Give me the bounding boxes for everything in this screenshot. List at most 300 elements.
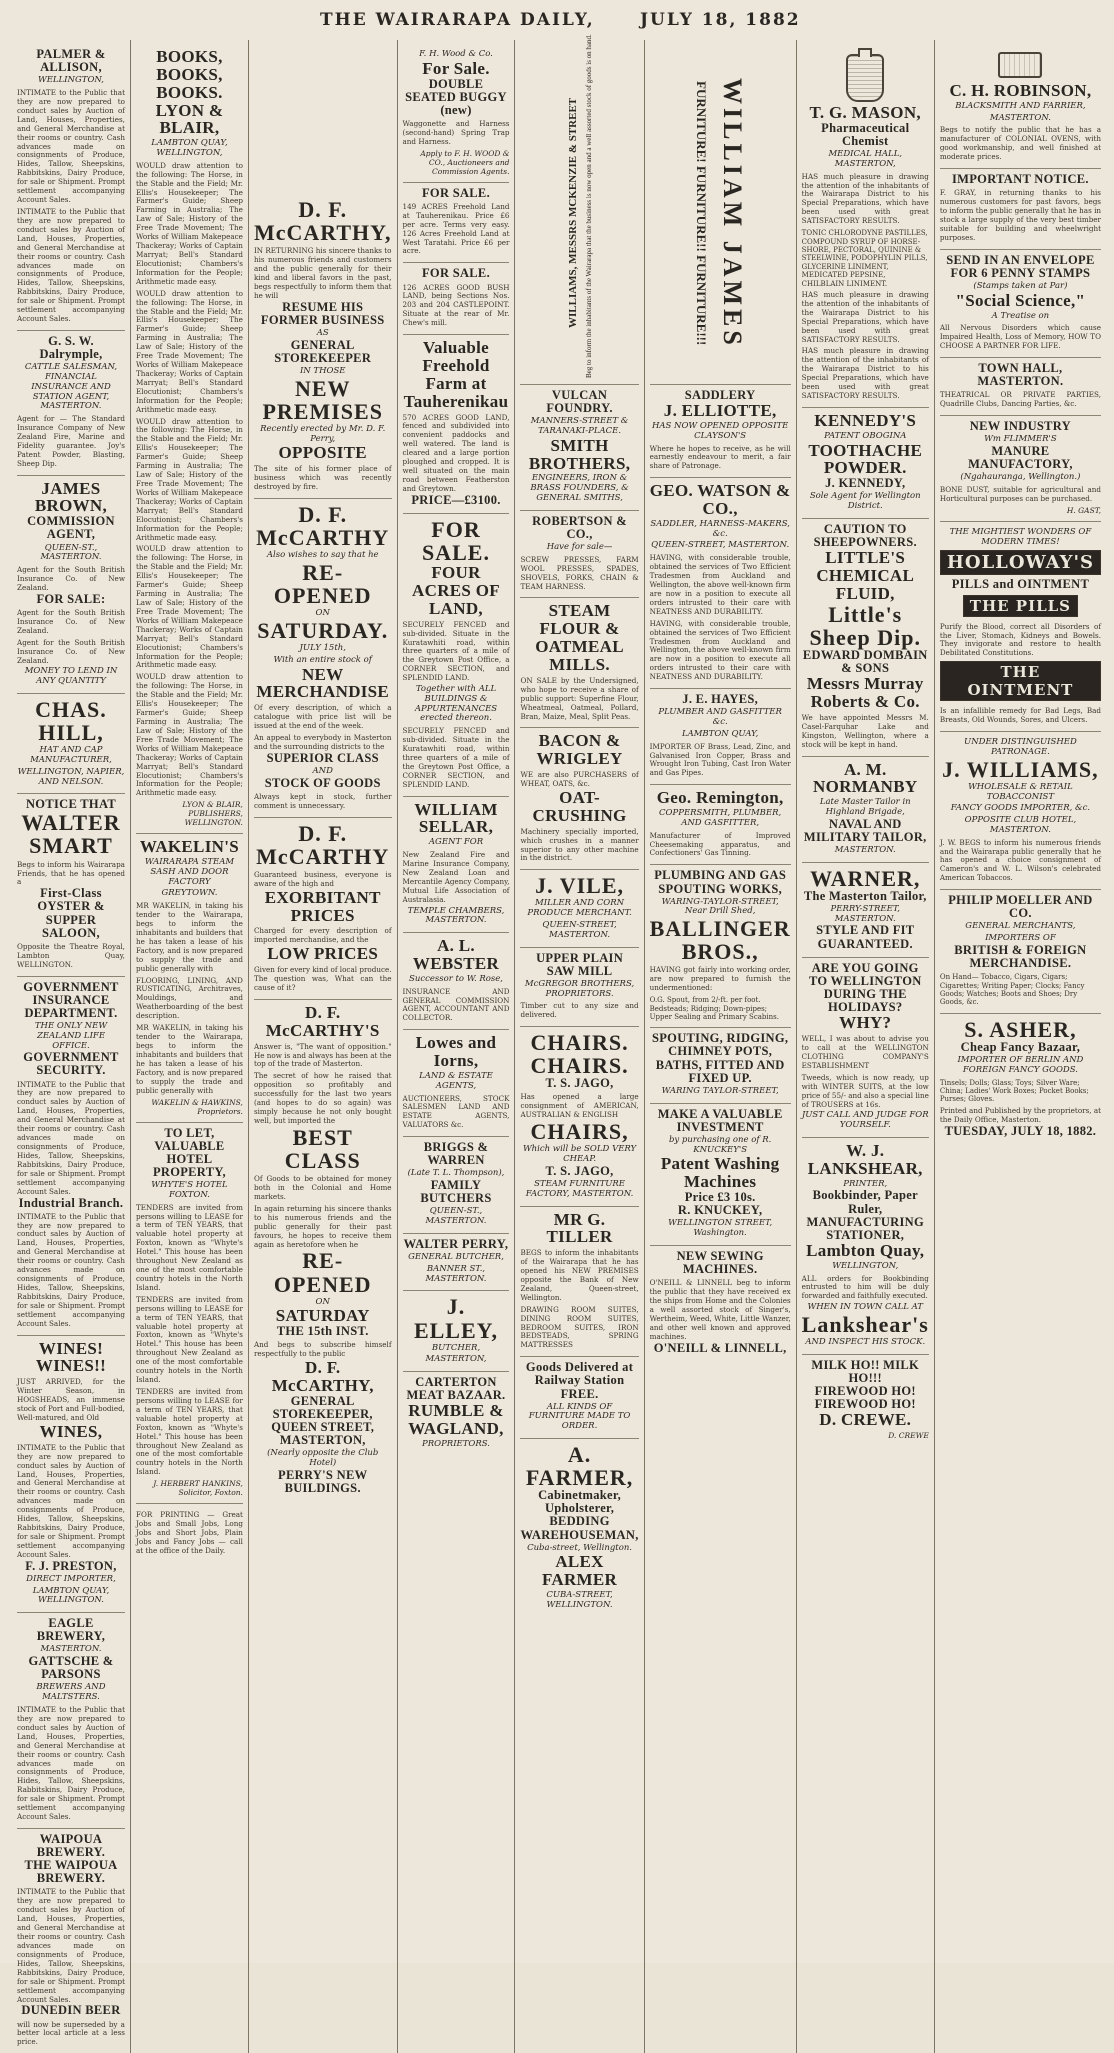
ad-subheading: PATENT OBOGINA (824, 430, 907, 441)
ad-sign-2: D. CREWE (888, 1431, 929, 1441)
ad-heading: J. E. HAYES, (682, 692, 759, 707)
ad-subheading: (Late T. L. Thompson), (407, 1168, 505, 1179)
jug-icon (846, 54, 884, 102)
ad-heading: STEAM FLOUR & OATMEAL MILLS. (535, 601, 624, 674)
ad-item: LITTLE'S (825, 548, 906, 568)
ad-subheading: COMMISSION AGENT, (27, 514, 115, 542)
ad-goods-delivered (520, 1357, 638, 1439)
ad-sign: ALEX FARMER (541, 1552, 618, 1590)
ad-heading: D. F. McCARTHY'S (265, 1002, 380, 1040)
ad-subheading: WELLINGTON, (37, 75, 105, 86)
ad-tiller (520, 1207, 638, 1358)
ad-body: SCREW PRESSES, FARM WOOL PRESSES, SPADES, SHOVELS, FORKS, CHAIN & TEAM HARNESS. (520, 554, 639, 591)
ad-place: LAMBTON QUAY, WELLINGTON, (151, 138, 228, 158)
ad-heading: J. VILE, (535, 873, 624, 899)
ad-heading: S. ASHER, (964, 1016, 1077, 1042)
ad-subheading: (Stamps taken at Par) (973, 280, 1068, 291)
ad-item: FIREWOOD HO! FIREWOOD HO! (814, 1384, 916, 1412)
ad-place: MEDICAL HALL, MASTERTON, (828, 149, 903, 169)
ad-heading: JAMES BROWN, (34, 478, 108, 516)
ad-town: MASTERTON, (279, 1433, 366, 1448)
ad-heading: D. F. McCARTHY (256, 820, 390, 869)
ad-heading: WAKELIN'S (139, 837, 239, 857)
ad-preston: F. J. PRESTON, (25, 1558, 117, 1573)
ad-subheading: Have for sale— (546, 542, 613, 553)
ad-vile (520, 870, 638, 947)
ad-place: Lambton Quay, (806, 1240, 925, 1260)
ad-subheading: PLUMBER AND GASFITTER &c. (658, 707, 782, 728)
ad-body: HAVING, with considerable trouble, obtained the services of Two Efficient Tradesmen from Auckland and Wellington, the above well-known firm are now in a position to execute all orders intrusted to their care with NEATNESS AND DURABILITY. (649, 553, 791, 616)
ad-line: GOVERNMENT SECURITY. (23, 1050, 119, 1078)
ad-body: Begs to inform his Wairarapa Friends, that he has opened a (17, 859, 125, 887)
ad-subheading: WINES, (39, 1421, 103, 1441)
ad-asher (940, 1014, 1101, 1144)
ad-body: 570 ACRES GOOD LAND, fenced and subdivided into convenient paddocks and well watered. The land is cleared and a large portion ploughed and cropped. It is well situated on the main road between Featherston and Greytown. (402, 412, 510, 493)
ad-line: With an entire stock of (273, 654, 372, 665)
ad-wines (17, 1336, 125, 1614)
ad-date: THE 15th INST. (276, 1324, 369, 1339)
ad-mason (802, 44, 929, 408)
ad-crewe (802, 1355, 929, 1446)
ad-when: WHEN IN TOWN CALL AT (807, 1302, 923, 1313)
ad-firm: RUMBLE & WAGLAND, (408, 1401, 504, 1439)
ad-place: PERRY-STREET, MASTERTON. (830, 903, 900, 924)
ad-item: DOUBLE SEATED BUGGY (new) (405, 76, 507, 117)
ad-best: BEST CLASS (284, 1124, 361, 1174)
ad-sale-heading: FOR SALE: (36, 591, 106, 606)
ad-list: Tinsels; Dolls; Glass; Toys; Silver Ware; China; Ladies' Work Boxes; Pocket Books; Purses; Gloves. (939, 1078, 1089, 1104)
ad-body: FOR PRINTING — Great Jobs and Small Jobs, Long Jobs and Short Jobs, Plain Jobs and Fancy Jobs — call at the office of the Daily. (135, 1510, 243, 1555)
ad-body: INTIMATE to the Public that they are now prepared to conduct sales by Auction of Land, Houses, Properties, and General Merchandise at their rooms or country. Cash advances made on consignments of Produce, Hides, Tallow, Sheepskins, Rabbitskins, Dairy Produce, for sale or Shipment. Prompt settlement accompanying Account Sales. (17, 88, 125, 205)
ad-vulcan-foundry (520, 385, 638, 511)
ad-gattsche: GATTSCHE & PARSONS (28, 1654, 114, 1682)
ad-factory: STEAM FURNITURE FACTORY, MASTERTON. (525, 1178, 634, 1199)
ad-hayes (650, 689, 791, 785)
ad-normanby (802, 757, 929, 863)
ad-line: GENERAL STOREKEEPER (274, 337, 372, 365)
ad-place: QUEEN-STREET, MASTERTON. (651, 540, 790, 551)
ad-heading: BOOKS, BOOKS, BOOKS. (156, 47, 223, 102)
ad-body: HAS much pleasure in drawing the attention of the inhabitants of the Wairarapa District to his Special Preparations, which have been used with great SATISFACTORY RESULTS. (801, 289, 929, 344)
ad-sheep-dip (802, 519, 929, 757)
ad-heading: WILLIAM SELLAR, (414, 799, 498, 837)
column-5 (514, 34, 643, 2053)
ad-subheading: Late Master Tailor in Highland Brigade, (819, 797, 911, 817)
ad-street: QUEEN STREET, (271, 1420, 375, 1435)
ad-subheading: VALUABLE HOTEL PROPERTY, (152, 1138, 226, 1179)
ad-heading-2: CHAIRS. (530, 1053, 629, 1079)
ad-subheading: Successor to W. Rose, (409, 973, 503, 984)
ad-kennedy (802, 408, 929, 519)
ad-saloon: First-Class OYSTER & SUPPER SALOON, (37, 886, 105, 940)
ad-wood-land (403, 183, 510, 264)
ad-elley (403, 1291, 510, 1372)
ad-subheading-3: BRITISH & FOREIGN MERCHANDISE. (954, 942, 1087, 971)
ad-body: AUCTIONEERS, STOCK SALESMEN LAND AND ESTATE AGENTS, VALUATORS &c. (402, 1093, 510, 1130)
ad-heading: For Sale. (422, 58, 490, 78)
ad-body: ON SALE by the Undersigned, who hope to receive a share of public support: Superfine Flour, Wheatmeal, Oatmeal, Pollard, Bran, Maize, Meal, Split Peas. (520, 675, 639, 721)
ad-saw-mill (520, 948, 638, 1028)
ad-subheading: FOUR ACRES OF LAND, (412, 563, 500, 618)
ad-body: BONE DUST, suitable for agricultural and Horticultural purposes can be purchased. (939, 485, 1101, 504)
ad-wood-buggy (403, 44, 510, 183)
ad-body: INTIMATE to the Public that they are now prepared to conduct sales by Auction of Land, Houses, Properties, and General Merchandise at their rooms or country. Cash advances made on consignments of Produce, Hides, Tallow, Sheepskins, Rabbitskins, Dairy Produce, for sale or Shipment. Prompt settlement accompanying Account Sales. (17, 1887, 125, 2004)
ad-body: HAVING got fairly into working order, are now prepared to furnish the undermentioned: (649, 965, 791, 993)
ad-body: Always kept in stock, further comment is unnecessary. (253, 791, 392, 810)
ad-heading: Valuable Freehold Farm at Tauherenikau (403, 338, 509, 411)
ad-place: WELLINGTON, NAPIER, AND NELSON. (17, 766, 125, 787)
ad-heading: KENNEDY'S (814, 410, 917, 430)
ad-body: Waggonette and Harness (second-hand) Spring Trap and Harness. (402, 118, 510, 146)
ad-sign: H. GAST, (1066, 505, 1101, 515)
ad-place: QUEEN-ST., MASTERTON. (425, 1206, 487, 1227)
ad-subheading: MILLER AND CORN PRODUCE MERCHANT. (527, 898, 632, 919)
ad-title: HOLLOWAY'S (940, 550, 1101, 575)
ad-role: FAMILY BUTCHERS (420, 1178, 492, 1206)
column-grid (12, 34, 1106, 2047)
ad-mccarthy-reopened (254, 499, 392, 818)
ad-subheading: PRINTER, (843, 1178, 888, 1189)
pills-banner: THE PILLS (963, 595, 1078, 617)
ad-heading: J. ELLEY, (413, 1294, 499, 1343)
ad-body: ALL orders for Bookbinding entrusted to him will be duly forwarded and faithfully executed. (801, 1273, 929, 1301)
ad-subheading: PILLS and OINTMENT (951, 577, 1090, 592)
ad-heading: Geo. Remington, (656, 788, 784, 808)
ad-subheading-2: FANCY GOODS IMPORTER, &c. (950, 803, 1091, 814)
ad-body: Has opened a large consignment of AMERICAN, AUSTRALIAN & ENGLISH (520, 1092, 639, 1120)
ad-body: INTIMATE to the Public that they are now prepared to conduct sales by Auction of Land, Houses, Properties, and General Merchandise at their rooms or country. Cash advances made on consignments of Produce, Hides, Tallow, Sheepskins, Rabbitskins, Dairy Produce, for sale or Shipment. Prompt settlement accompanying Account Sales. (17, 1442, 125, 1559)
ad-waipoua-brewery (17, 1829, 125, 2053)
ad-subheading: WHOLESALE & RETAIL TOBACCONIST (968, 781, 1073, 802)
ad-heading: THE MIGHTIEST WONDERS OF MODERN TIMES! (949, 526, 1092, 547)
ad-plumbing (650, 865, 791, 1028)
ad-body: INSURANCE AND GENERAL COMMISSION AGENT, ACCOUNTANT AND COLLECTOR. (402, 986, 510, 1023)
ad-subheading: HAT AND CAP MANUFACTURER, (30, 745, 112, 765)
ad-subheading: SPOUTING WORKS, (658, 881, 783, 896)
ad-body: WOULD draw attention to the following: The Horse, in the Stable and the Field; Mr. Ellis's Housekeeper; The Farmer's Guide; Sheep Farming in Australia; The Law of Sale; History of the Free Trade Movement; The Works of William Makepeace Thackeray; Works of Captain Marryat; Bell's Standard Elocutionist; Chambers's Information for the People; Arithmetic made easy. (135, 544, 243, 670)
column-4 (397, 40, 515, 2053)
ad-eagle-brewery (17, 1613, 125, 1829)
ad-body: The site of his former place of business which was recently destroyed by fire. (253, 464, 392, 492)
ad-body: INTIMATE to the Public that they are now prepared to conduct sales by Auction of Land, Houses, Properties, and General Merchandise at their rooms or country. Cash advances made on consignments of Produce, Hides, Tallow, Sheepskins, Rabbitskins, Dairy Produce, for sale or Shipment. Prompt settlement accompanying Account Sales. (17, 207, 125, 324)
ad-body: WE are also PURCHASERS of WHEAT, OATS, &c. (520, 770, 639, 789)
ad-subheading: WAIRARAPA STEAM SASH AND DOOR FACTORY (144, 857, 235, 887)
ad-subheading: THE ONLY NEW ZEALAND LIFE OFFICE. (34, 1020, 108, 1051)
ad-government-insurance (17, 977, 125, 1336)
ad-place: LAMBTON QUAY, (681, 728, 759, 739)
vertical-william-james: WILLIAM JAMES (718, 77, 748, 349)
ad-heading: TOWN HALL, MASTERTON. (977, 361, 1064, 389)
ad-body: Machinery specially imported, which crushes in a manner superior to any other machine in the district. (520, 826, 639, 863)
ad-name: J. ELLIOTTE, (663, 401, 777, 421)
vertical-firm: WILLIAMS, MESSRS MCKENZIE & STREET (566, 97, 579, 329)
ad-mccarthy-answer (254, 1000, 392, 1501)
ad-subheading-2: IMPORTER OF BERLIN AND FOREIGN FANCY GOODS. (957, 1055, 1084, 1075)
ad-dalrymple (17, 331, 125, 476)
ad-body: Manufacturer of Improved Cheesemaking apparatus, and Confectioners' Gas Tinning. (649, 830, 791, 858)
ad-signature: J. HERBERT HANKINS, Solicitor, Foxton. (153, 1479, 243, 1498)
ad-heading: TO LET, (164, 1125, 215, 1140)
ad-heading: PHILIP MOELLER AND CO. (948, 893, 1093, 921)
column-7 (796, 40, 934, 2053)
ad-body: 149 ACRES Freehold Land at Tauherenikau. Price £6 per acre. Terms very easy. 126 Acres Freehold Land at West Taratahi. Price £6 per acre. (402, 201, 510, 256)
ad-line: AS (316, 327, 329, 338)
ad-body: Begs to notify the public that he has a manufacturer of COLONIAL OVENS, with good workmanship, and well finished at moderate prices. (939, 125, 1101, 162)
ad-body: IN RETURNING his sincere thanks to his numerous friends and customers and the public generally for their kind and liberal favors in the past, begs respectfully to inform them that he will (253, 246, 392, 300)
ad-heading: SEND IN AN ENVELOPE FOR 6 PENNY STAMPS (946, 252, 1095, 280)
ad-place: QUEEN-ST., MASTERTON. (40, 542, 102, 563)
ad-body: HAS much pleasure in drawing the attention of the inhabitants of the Wairarapa District to his Special Preparations, which have been used with great SATISFACTORY RESULTS. (801, 171, 929, 226)
ad-item-3: Little's Sheep Dip. (809, 601, 921, 650)
ad-preston-place: LAMBTON QUAY, WELLINGTON. (32, 1585, 110, 1606)
ad-heading: GOVERNMENT INSURANCE DEPARTMENT. (23, 979, 119, 1020)
vertical-furniture: FURNITURE! FURNITURE!! FURNITURE!!! (694, 80, 710, 346)
ad-printing (136, 1504, 243, 1562)
ad-body: ALL KINDS OF FURNITURE MADE TO ORDER. (528, 1401, 631, 1432)
ad-briggs (403, 1137, 510, 1234)
ad-premises: NEW PREMISES (262, 375, 383, 424)
ad-heading: MILK HO!! MILK HO!!! (811, 1357, 920, 1386)
ad-signature: LYON & BLAIR, PUBLISHERS, WELLINGTON. (182, 800, 243, 828)
ad-item: CHAIRS, (530, 1119, 629, 1145)
ad-role: Sole Agent for Wellington District. (809, 491, 921, 512)
ad-firm: SMITH BROTHERS, (528, 435, 631, 473)
ad-vertical-williams (520, 34, 638, 385)
ad-heading: EAGLE BREWERY, (36, 1616, 106, 1644)
ad-wood-bush (403, 263, 510, 335)
ad-subheading: Wm FLIMMER'S (984, 434, 1057, 445)
ad-body: IMPORTER OF Brass, Lead, Zinc, and Galvanised Iron Copper, Brass and Wrought Iron Tubing, Cast Iron Water and Gas Pipes. (649, 741, 791, 778)
ad-sign: EDWARD DOMBAIN & SONS (802, 647, 928, 675)
ad-heading: FOR SALE. (422, 266, 490, 281)
ad-freehold-farm (403, 335, 510, 514)
ad-subheading: GENERAL BUTCHER, (408, 1252, 504, 1263)
ad-palmer (17, 44, 125, 331)
ad-item-2: CHEMICAL FLUID, (816, 566, 915, 603)
ad-williams (940, 732, 1101, 890)
ad-heading: WALTER PERRY, (403, 1236, 509, 1251)
ad-remington (650, 785, 791, 865)
footer-body: Printed and Published by the proprietors, at the Daily Office, Masterton. (939, 1105, 1102, 1124)
ad-walter-smart (17, 794, 125, 976)
ad-meat-bazaar (403, 1372, 510, 1456)
ad-heading: BRIGGS & WARREN (423, 1140, 489, 1168)
ad-brown (17, 476, 125, 694)
ad-name: R. KNUCKEY, (677, 1203, 763, 1218)
ad-place: QUEEN-STREET, MASTERTON. (542, 919, 617, 940)
footer-date: TUESDAY, JULY 18, 1882. (944, 1123, 1097, 1138)
ad-heading: VULCAN FOUNDRY. (546, 388, 613, 416)
ad-heading: C. H. ROBINSON, (949, 81, 1092, 100)
ad-body: And begs to subscribe himself respectfully to the public (253, 1340, 392, 1359)
ad-heading: T. G. MASON, (809, 103, 921, 122)
ad-subheading: Pharmaceutical Chemist (821, 120, 910, 148)
ad-place: MASTERTON, (425, 1354, 487, 1365)
ad-heading: CARTERTON MEAT BAZAAR. (406, 1375, 506, 1403)
ad-body: New Zealand Fire and Marine Insurance Company, New Zealand Loan and Mercantile Agency Company, Mutual Life Association of Australasia. (402, 850, 510, 904)
ad-body: Charged for every description of imported merchandise, and the (253, 926, 392, 945)
ad-heading: MAKE A VALUABLE INVESTMENT (657, 1106, 783, 1134)
ad-day: SATURDAY (275, 1306, 370, 1326)
ad-place: OPPOSITE CLUB HOTEL, MASTERTON. (964, 815, 1077, 835)
ad-and: AND INSPECT HIS STOCK. (805, 1337, 926, 1348)
ad-together: Together with ALL BUILDINGS & APPURTENANCES erected thereon. (414, 684, 498, 724)
ad-place: BANNER ST., MASTERTON. (425, 1263, 487, 1284)
ad-warner (802, 863, 929, 958)
ad-heading: UNDER DISTINGUISHED PATRONAGE. (964, 737, 1077, 757)
ad-agents: Messrs Murray Roberts & Co. (806, 674, 924, 711)
ad-bacon-wrigley (520, 728, 638, 870)
column-3 (248, 40, 397, 2053)
ad-subheading-3: MANUFACTURING STATIONER, (806, 1214, 925, 1242)
ad-body: Where he hopes to receive, as he will earnestly endeavour to merit, a fair share of Patronage. (649, 443, 791, 471)
ad-subheading: COPPERSMITH, PLUMBER, AND GASFITTER, (659, 808, 782, 828)
ad-important-notice (940, 169, 1101, 250)
ad-heading: FOR SALE. (422, 516, 490, 566)
ad-heading: CHAS. HILL, (35, 697, 107, 746)
ad-body: THEATRICAL OR PRIVATE PARTIES, Quadrille Clubs, Dancing Parties, &c. (939, 390, 1101, 409)
ad-subheading-2: BEDDING WAREHOUSEMAN, (520, 1514, 639, 1542)
ad-heading: MR G. TILLER (546, 1209, 613, 1247)
ad-title: "Social Science," (955, 290, 1086, 310)
ad-body: BEGS to inform the inhabitants of the Wairarapa that he has opened his NEW PREMISES opposite the Bank of New Zealand, Queen-street, Wellington. (520, 1248, 639, 1302)
ad-body: TENDERS are invited from persons willing to LEASE for a term of TEN YEARS, that valuable hotel property at Foxton, known as "Whyte's Hotel." This house has been throughout New Zealand as one of the most comfortable country hotels in the North Island. (135, 1294, 243, 1385)
ad-sewing (650, 1246, 791, 1361)
ad-heading: BACON & WRIGLEY (536, 731, 623, 769)
ad-line: OPPOSITE (278, 443, 367, 463)
ad-item: TOOTHACHE POWDER. (808, 440, 923, 478)
ad-body: WOULD draw attention to the following: The Horse, in the Stable and the Field; Mr. Ellis's Housekeeper; The Farmer's Guide; Sheep Farming in Australia; The Law of Sale; History of the Free Trade Movement; The Works of William Makepeace Thackeray; Works of Captain Marryat; Bell's Standard Elocutionist; Chambers's Information for the People; Arithmetic made easy. (135, 416, 243, 542)
ad-body: 126 ACRES GOOD BUSH LAND, being Sections Nos. 203 and 204 CASTLEPOINT. Situate at the rear of Mr. Chew's mill. (402, 282, 510, 328)
ad-town-hall (940, 358, 1101, 416)
ad-webster (403, 933, 510, 1030)
ad-vertical-furniture (650, 44, 791, 385)
ad-body: Agent for — The Standard Insurance Company of New Zealand Fire, Marine and Fidelity guarantee. Joy's Patent Powder, Blasting, Sheep Dip. (17, 414, 125, 468)
ad-sold: Which will be SOLD VERY CHEAP. (522, 1144, 637, 1165)
ad-body: MR WAKELIN, in taking his tender to the Wairarapa, begs to inform the inhabitants and builders that he has taken a lease of his Factory, and is now prepared to supply the trade and public generally with (135, 901, 243, 973)
ad-place: MASTERTON. (989, 112, 1051, 123)
ad-subheading-2: Bookbinder, Paper Ruler, (812, 1188, 918, 1216)
ad-heading: WINES! WINES!! (35, 1338, 107, 1376)
ad-address: CUBA-STREET, WELLINGTON. (546, 1590, 613, 1610)
ad-body: HAVING, with considerable trouble, obtained the services of Two Efficient Tradesmen from Auckland and Wellington, the above well-known firm are now in a position to execute all orders intrusted to their care with NEATNESS AND DURABILITY. (649, 618, 791, 682)
ad-subheading: BUTCHER, (431, 1342, 481, 1353)
ad-heading: A. M. NORMANBY (813, 759, 918, 797)
ad-subheading: THE WAIPOUA BREWERY. (24, 1858, 118, 1886)
ad-hill (17, 694, 125, 794)
ad-body: WELL, I was about to advise you to call at the WELLINGTON CLOTHING COMPANY'S ESTABLISHMENT (801, 1034, 929, 1070)
ad-robertson (520, 511, 638, 599)
ad-body: Is an infallible remedy for Bad Legs, Bad Breasts, Old Wounds, Sores, and Ulcers. (939, 706, 1101, 725)
ad-price: Price £3 10s. (684, 1190, 756, 1205)
ad-role: GENERAL STOREKEEPER, (272, 1393, 373, 1422)
ad-body: WOULD draw attention to the following: The Horse, in the Stable and the Field; Mr. Ellis's Housekeeper; The Farmer's Guide; Sheep Farming in Australia; The Law of Sale; History of the Free Trade Movement; The Works of William Makepeace Thackeray; Works of Captain Marryat; Bell's Standard Elocutionist; Chambers's Information for the People; Arithmetic made easy. (135, 672, 243, 798)
ad-lowes (403, 1030, 510, 1137)
ad-robinson (940, 44, 1101, 169)
ad-social-science (940, 250, 1101, 358)
ad-line: Also wishes to say that he (266, 550, 379, 561)
ad-body: Guaranteed business, everyone is aware of the high and (253, 869, 392, 888)
ad-subheading-2: A Treatise on (991, 310, 1050, 321)
ad-heading: CHAIRS. (530, 1030, 629, 1056)
ad-subheading: MASTERTON. (40, 1644, 102, 1655)
ad-mccarthy-prices (254, 818, 392, 1000)
ad-books (136, 44, 243, 834)
column-2 (130, 40, 248, 2053)
ad-body: SECURELY FENCED and sub-divided. Situate in the Kuratawhiti road, within three quarters of a mile of the Greytown Post Office, a CORNER SECTION, and SPLENDID LAND. (402, 619, 510, 683)
ad-heading: PALMER & ALLISON, (36, 47, 106, 75)
ad-line: IN THOSE (299, 365, 346, 376)
ad-city: WELLINGTON, (832, 1260, 899, 1271)
ad-heading: WAIPOUA BREWERY. (36, 1831, 106, 1860)
ad-merch: NEW MERCHANDISE (256, 664, 390, 702)
ad-place: MASTERTON. (834, 844, 896, 855)
paper-title: THE WAIRARAPA DAILY, (320, 10, 595, 30)
ad-body: INTIMATE to the Public that they are now prepared to conduct sales by Auction of Land, Houses, Properties, and General Merchandise at their rooms or country. Cash advances made on consignments of Produce, Hides, Tallow, Sheepskins, Rabbitskins, Dairy Produce, for sale or Shipment. Prompt settlement accompanying Account Sales. (17, 1079, 125, 1196)
ad-wellington-clothing (802, 958, 929, 1138)
ad-heading: W. J. LANKSHEAR, (807, 1140, 923, 1178)
ad-item: Patent Washing Machines (660, 1154, 780, 1192)
ad-place: WARING-TAYLOR-STREET, Near Drill Shed, (661, 896, 779, 917)
ad-item: MANURE MANUFACTORY, (968, 444, 1073, 472)
ad-body: TENDERS are invited from persons willing to LEASE for a term of TEN YEARS, that valuable hotel property at Foxton, known as "Whyte's Hotel." This house has been throughout New Zealand as one of the most comfortable country hotels in the North Island. (135, 1387, 243, 1477)
ad-place: GREYTOWN. (161, 888, 218, 899)
ad-line: EXORBITANT PRICES (264, 887, 381, 925)
ad-gattsche-sub: BREWERS AND MALTSTERS. (36, 1682, 106, 1703)
ad-heading: A. L. WEBSTER (412, 936, 500, 973)
ad-body: will now be superseded by a better local article at a less price. (17, 2019, 125, 2047)
ad-body: Given for every kind of local produce. The question was, What can the cause of it? (253, 965, 392, 993)
ad-firm: LYON & BLAIR, (155, 100, 224, 138)
ad-branch: Industrial Branch. (18, 1195, 124, 1210)
ad-signature: Apply to F. H. WOOD & CO., Auctioneers and Commission Agents. (420, 148, 510, 176)
ad-item: Tweeds, which is now ready, up with WINTER SUITS, at the low price of 55/- and also a special line of TROUSERS at 16s. (801, 1072, 929, 1109)
ad-spouting (650, 1028, 791, 1103)
ad-heading: CAUTION TO SHEEPOWNERS. (813, 521, 917, 550)
ad-body: WOULD draw attention to the following: The Horse, in the Stable and the Field; Mr. Ellis's Housekeeper; The Farmer's Guide; Sheep Farming in Australia; The Law of Sale; History of the Free Trade Movement; The Works of William Makepeace Thackeray; Works of Captain Marryat; Bell's Standard Elocutionist; Chambers's Information for the People; Arithmetic made easy. (135, 288, 243, 414)
ad-heading: IMPORTANT NOTICE. (951, 172, 1089, 187)
ad-heading: PLUMBING AND GAS (654, 868, 787, 883)
ad-price: PRICE—£3100. (411, 492, 501, 507)
ad-items: DRAWING ROOM SUITES, DINING ROOM SUITES, BEDROOM SUITES, IRON BEDSTEADS, SPRING MATTRESSES (520, 1304, 639, 1350)
ad-name: Lankshear's (801, 1312, 929, 1338)
ad-heading: D. F. McCARTHY (256, 502, 390, 551)
ad-four-acres (403, 514, 510, 797)
ad-heading: SADDLERY (684, 388, 756, 402)
ad-body: SECURELY FENCED and sub-divided. Situate in the Kuratawhiti road, within three quarters of a mile of the Greytown Post Office, a CORNER SECTION, and SPLENDID LAND. (402, 726, 510, 789)
ad-watson (650, 478, 791, 689)
ad-body: INTIMATE to the Public that they are now prepared to conduct sales by Auction of Land, Houses, Properties, and General Merchandise at their rooms or country. Cash advances made on consignments of Produce, Hides, Tallow, Sheepskins, Rabbitskins, Dairy Produce, for sale or Shipment. Prompt settlement accompanying Account Sales. (17, 1704, 125, 1822)
ad-heading: D. F. McCARTHY, (253, 197, 392, 246)
ad-body: Timber cut to any size and delivered. (520, 1001, 639, 1020)
ad-body: Agent for the South British Insurance Co. of New Zealand. (17, 607, 125, 635)
ad-just: JUST CALL AND JUDGE FOR YOURSELF. (801, 1110, 929, 1131)
ad-place: WELLINGTON STREET, Washington. (668, 1218, 773, 1239)
ad-heading: NEW INDUSTRY (969, 419, 1072, 434)
ad-body: Of Goods to be obtained for money both in the Colonial and Home markets. (253, 1174, 392, 1201)
ad-farmer (520, 1439, 638, 1617)
ad-body: J. W. BEGS to inform his numerous friends and the Wairarapa public generally that he has opened a choice consignment of Cameron's and W. L. Wilson's celebrated American Tobaccos. (939, 837, 1101, 883)
ad-why: WHY? (839, 1013, 892, 1033)
horseshoe-icon (998, 52, 1042, 78)
ad-firm: F. H. Wood & Co. (419, 49, 493, 59)
ad-place: Cuba-street, Wellington. (527, 1542, 633, 1553)
ad-line: RESUME HIS FORMER BUSINESS (260, 299, 385, 327)
ad-heading: Goods Delivered at Railway Station FREE. (525, 1360, 634, 1401)
ad-body: Answer is, "The want of opposition." He now is and always has been at the top of the trade of Masterton. (253, 1041, 392, 1069)
ad-subheading: HAS NOW OPENED OPPOSITE CLAYSON'S (651, 420, 789, 441)
ad-body: Purify the Blood, correct all Disorders of the Liver, Stomach, Kidneys and Bowels. They invigorate and restore to health Debilitated Constitutions. (939, 621, 1101, 658)
